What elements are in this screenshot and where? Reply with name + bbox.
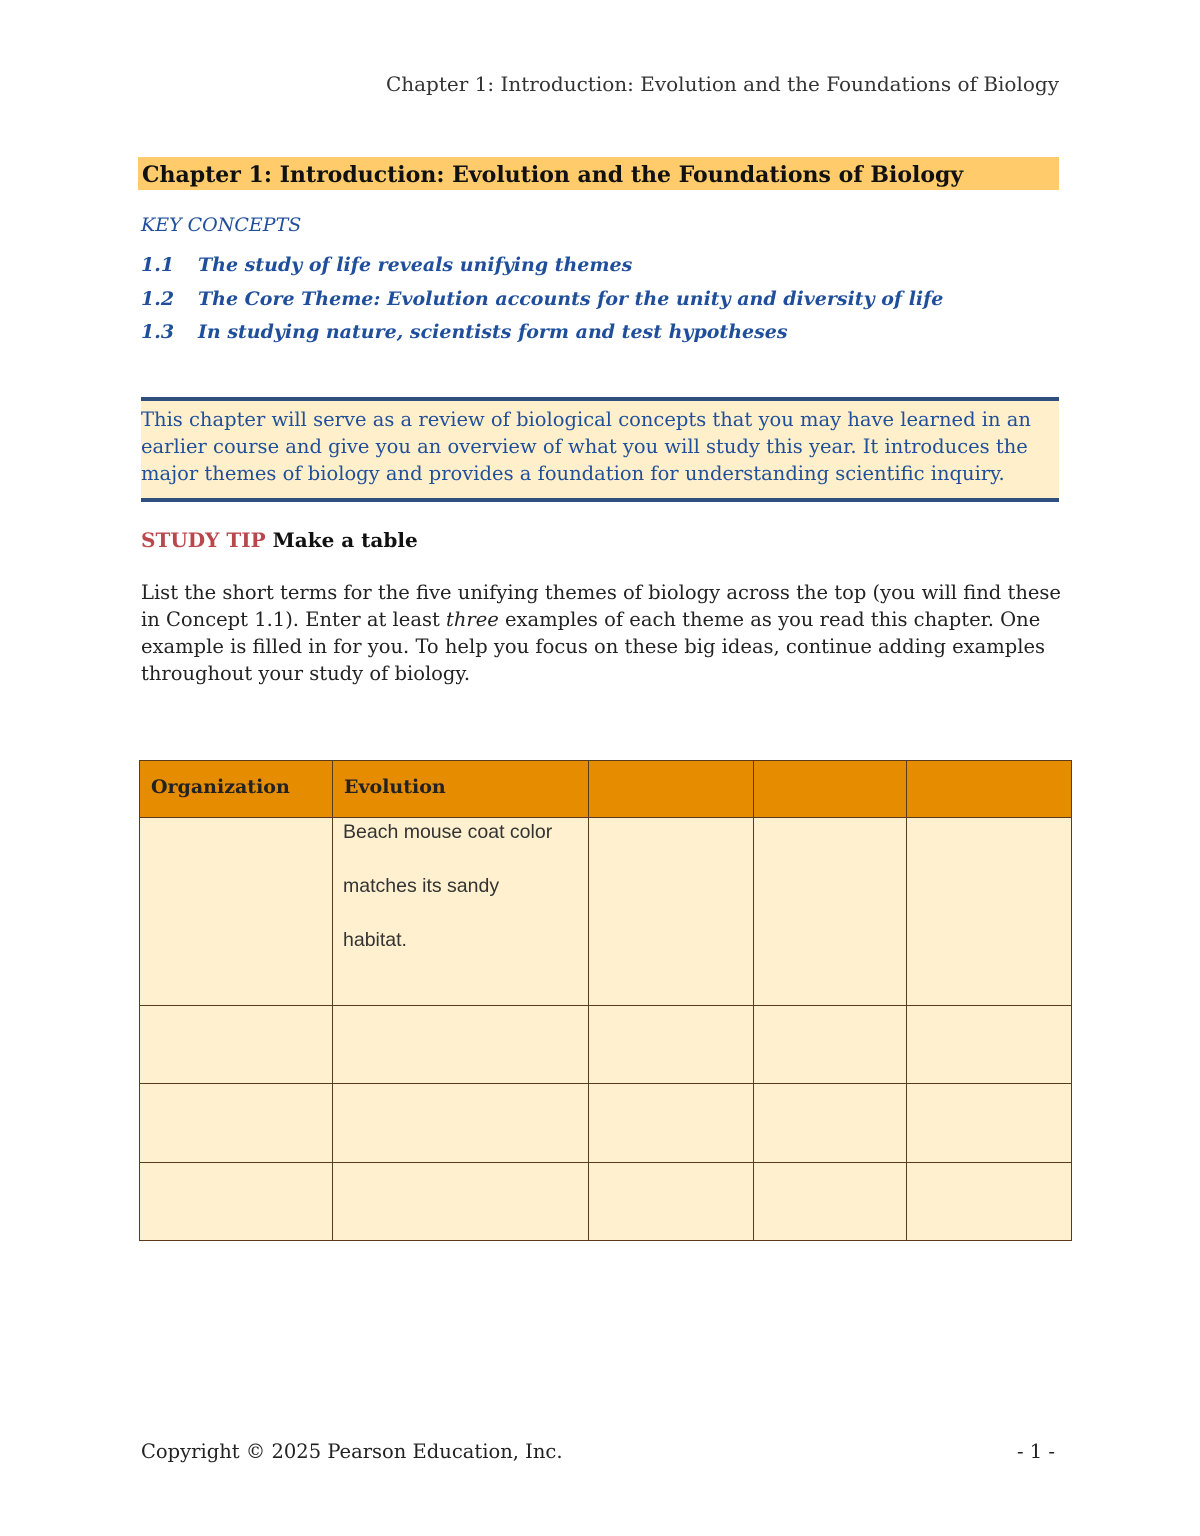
table-header-cell: Organization: [140, 761, 333, 818]
example-cell-text: Beach mouse coat color matches its sandy habitat.: [343, 821, 553, 951]
study-tip-text: List the short terms for the five unifying themes of biology across the top (you will find these in Concept 1.1). Enter at least: [141, 581, 1061, 631]
study-tip-body: [141, 579, 1066, 687]
table-cell[interactable]: [333, 1163, 589, 1241]
table-cell[interactable]: [907, 818, 1072, 1006]
table-cell[interactable]: [333, 818, 589, 1006]
table-cell[interactable]: [589, 1084, 754, 1163]
chapter-intro-box: [141, 397, 1059, 502]
chapter-title: Chapter 1: Introduction: Evolution and the Foundations of Biology: [142, 162, 964, 188]
key-concepts-heading: KEY CONCEPTS: [141, 214, 302, 236]
table-cell[interactable]: [754, 1006, 907, 1084]
table-cell[interactable]: [907, 1084, 1072, 1163]
table-cell[interactable]: [589, 1006, 754, 1084]
table-cell[interactable]: [589, 818, 754, 1006]
key-concept-item: [141, 254, 632, 280]
themes-table: [139, 760, 1072, 1241]
table-row: [140, 818, 1072, 1006]
table-cell[interactable]: [754, 1163, 907, 1241]
running-header: Chapter 1: Introduction: Evolution and the Foundations of Biology: [385, 72, 1059, 96]
table-header-row: [140, 761, 1072, 818]
table-cell[interactable]: [140, 1163, 333, 1241]
table-header-cell: [754, 761, 907, 818]
study-tip-text: examples of each theme as you read this chapter. One example is filled in for you. To help you focus on these big ideas, continue adding examples throughout your study of biology.: [141, 608, 1046, 685]
table-cell[interactable]: [754, 818, 907, 1006]
table-row: [140, 1006, 1072, 1084]
key-concept-item: [141, 288, 943, 314]
study-tip-title: Make a table: [272, 528, 418, 552]
table-cell[interactable]: [333, 1006, 589, 1084]
study-tip-heading: [141, 528, 418, 552]
table-header-cell: [907, 761, 1072, 818]
chapter-intro-text: This chapter will serve as a review of biological concepts that you may have learned in an earlier course and give you an overview of what you will study this year. It introduces the major themes of biology and provides a foundation for understanding scientific inquiry.: [141, 408, 1031, 485]
table-header-cell: [589, 761, 754, 818]
table-cell[interactable]: [140, 818, 333, 1006]
copyright-footer: Copyright © 2025 Pearson Education, Inc.: [141, 1440, 563, 1463]
concept-number: 1.3: [141, 321, 175, 343]
table-cell[interactable]: [589, 1163, 754, 1241]
table-cell[interactable]: [140, 1084, 333, 1163]
concept-text: In studying nature, scientists form and test hypotheses: [198, 321, 788, 343]
table-cell[interactable]: [907, 1163, 1072, 1241]
key-concept-item: [141, 321, 788, 347]
table-cell[interactable]: [140, 1006, 333, 1084]
concept-text: The Core Theme: Evolution accounts for the unity and diversity of life: [198, 288, 944, 310]
table-row: [140, 1163, 1072, 1241]
table-cell[interactable]: [333, 1084, 589, 1163]
study-tip-emphasis: three: [446, 608, 499, 631]
table-row: [140, 1084, 1072, 1163]
study-tip-label: STUDY TIP: [141, 528, 266, 552]
table-cell[interactable]: [907, 1006, 1072, 1084]
concept-number: 1.2: [141, 288, 175, 310]
page-number: - 1 -: [1017, 1440, 1055, 1463]
table-cell[interactable]: [754, 1084, 907, 1163]
concept-number: 1.1: [141, 254, 175, 276]
concept-text: The study of life reveals unifying themes: [198, 254, 633, 276]
table-header-cell: Evolution: [333, 761, 589, 818]
